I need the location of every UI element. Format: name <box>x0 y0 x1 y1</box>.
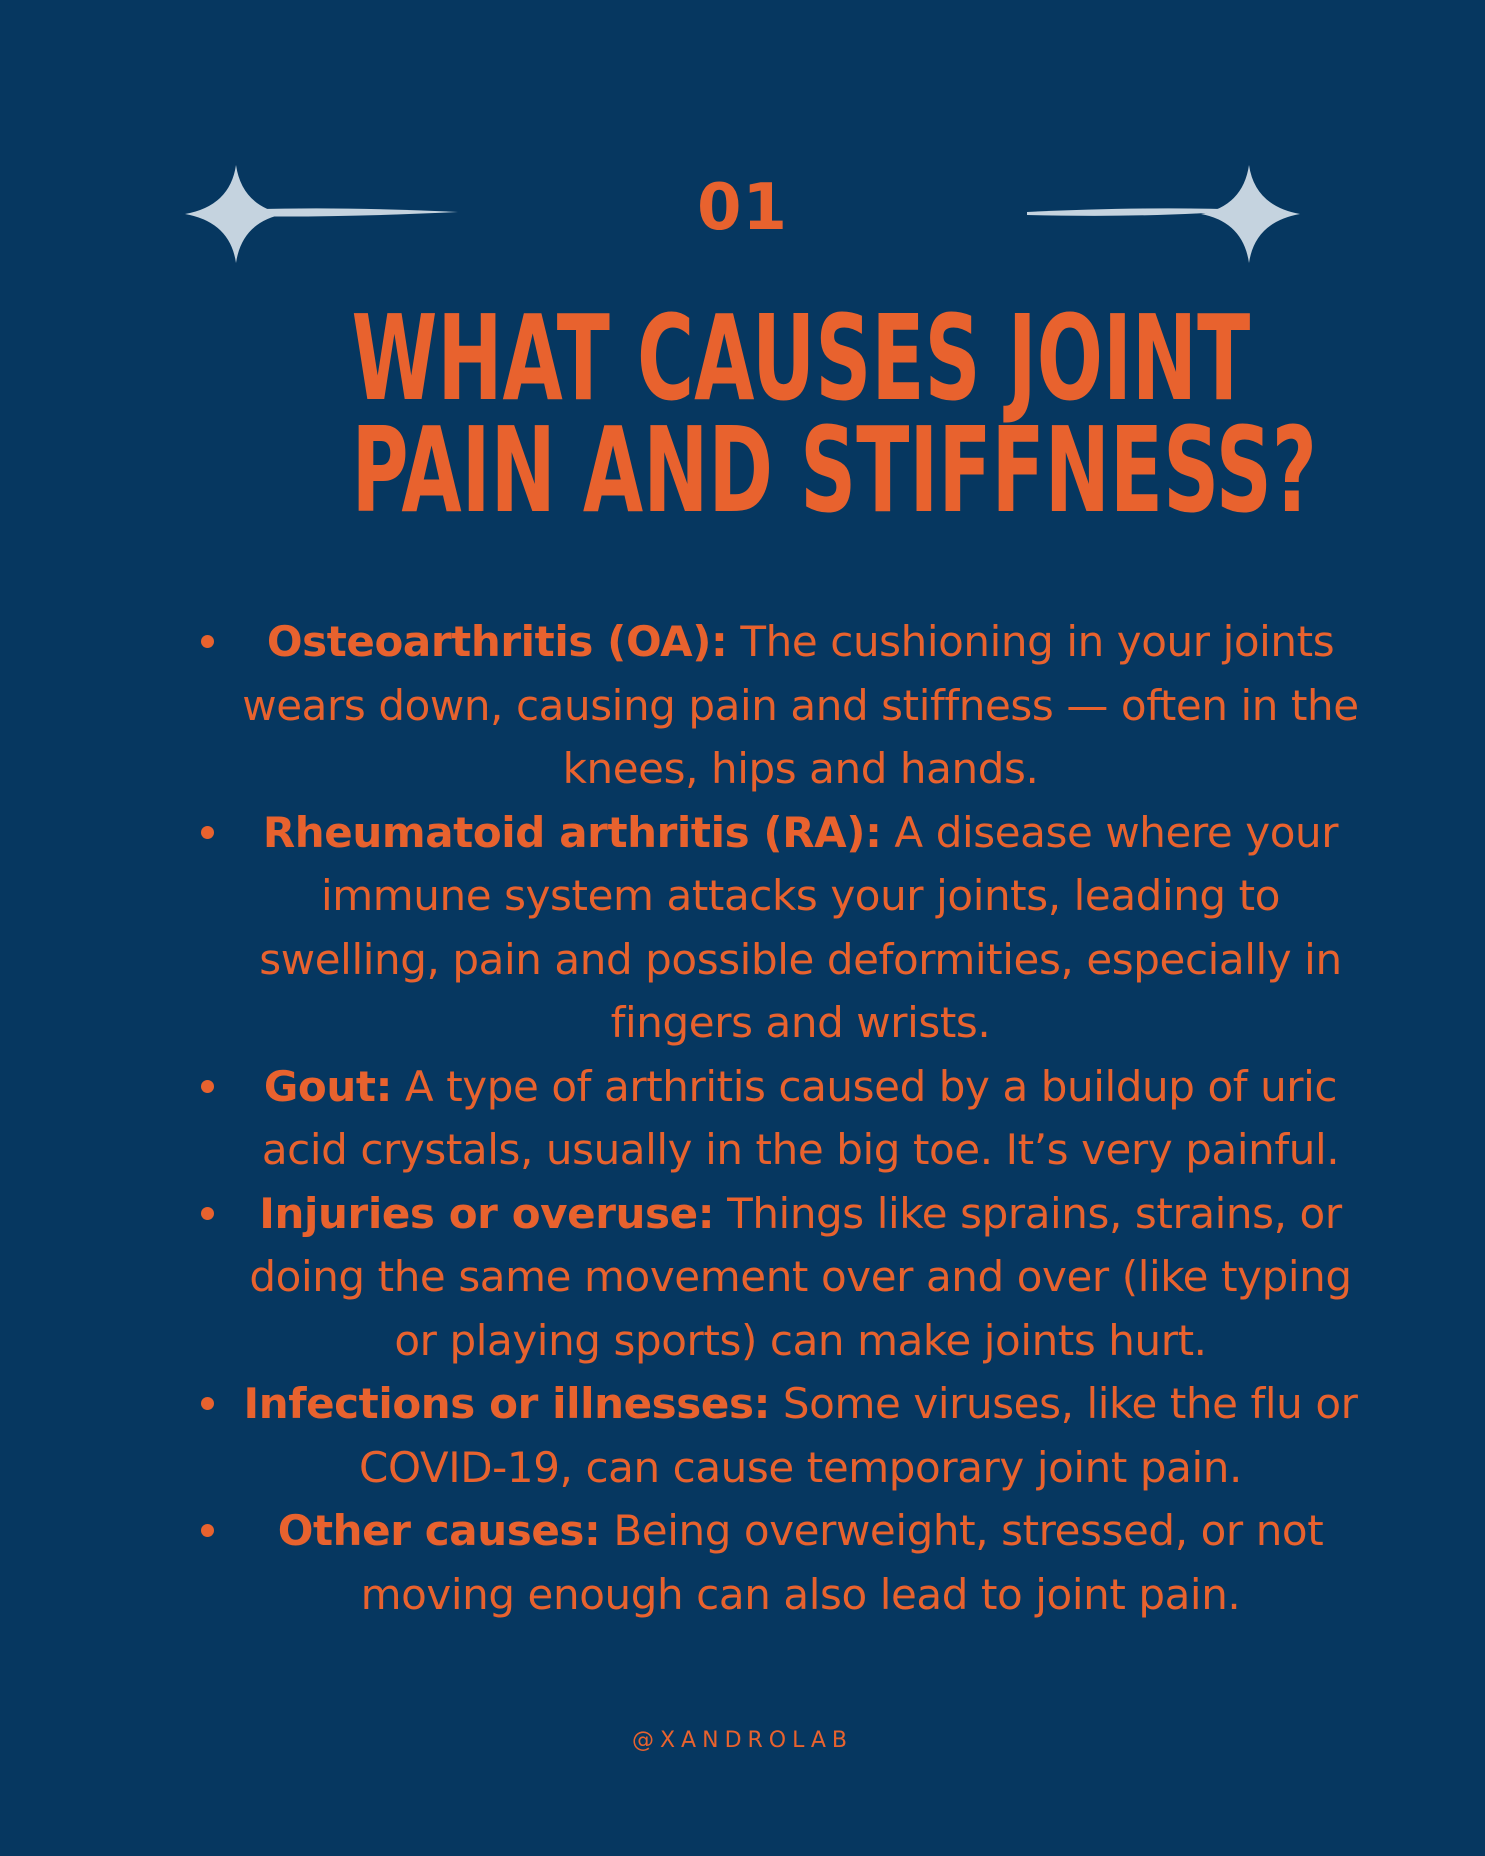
cause-description: Things like sprains, strains, or doing the same movement over and over (like typing or playing sports) can make joints hurt. <box>249 1188 1352 1365</box>
cause-description: A disease where your immune system attacks your joints, leading to swelling, pain and possible deformities, especially in fingers and wrists. <box>259 807 1342 1047</box>
slide-number: 01 <box>696 171 789 245</box>
cause-term: Osteoarthritis (OA): <box>266 617 728 666</box>
cause-term: Injuries or overuse: <box>259 1188 715 1238</box>
bullet-icon <box>201 1397 214 1410</box>
cause-item-other <box>190 1499 1365 1626</box>
cause-item-osteoarthritis <box>190 610 1365 801</box>
bullet-icon <box>201 826 214 839</box>
bullet-icon <box>201 1524 214 1537</box>
bullet-icon <box>201 1080 214 1093</box>
author-handle: @XANDROLAB <box>631 1728 854 1753</box>
cause-description: The cushioning in your joints wears down, causing pain and stiffness — often in the knees, hips and hands. <box>242 617 1359 793</box>
cause-item-infections <box>190 1372 1365 1499</box>
cause-description: Being overweight, stressed, or not moving enough can also lead to joint pain. <box>360 1506 1324 1619</box>
cause-description: A type of arthritis caused by a buildup of uric acid crystals, usually in the big toe. It’s very painful. <box>261 1061 1340 1174</box>
cause-term: Infections or illnesses: <box>243 1379 770 1428</box>
cause-term: Other causes: <box>277 1506 601 1555</box>
causes-list <box>190 610 1365 1626</box>
cause-term: Gout: <box>263 1061 392 1111</box>
cause-item-rheumatoid-arthritis <box>190 801 1365 1055</box>
cause-item-gout <box>190 1055 1365 1182</box>
page-title <box>351 289 1317 539</box>
cause-description: Some viruses, like the flu or COVID-19, can cause temporary joint pain. <box>359 1379 1358 1492</box>
title-line-2: PAIN AND STIFFNESS? <box>351 401 1317 539</box>
cause-item-injuries <box>190 1182 1365 1373</box>
bullet-icon <box>201 635 214 648</box>
title-line-1: WHAT CAUSES JOINT <box>351 289 1251 427</box>
bullet-icon <box>201 1207 214 1220</box>
cause-term: Rheumatoid arthritis (RA): <box>262 807 882 857</box>
